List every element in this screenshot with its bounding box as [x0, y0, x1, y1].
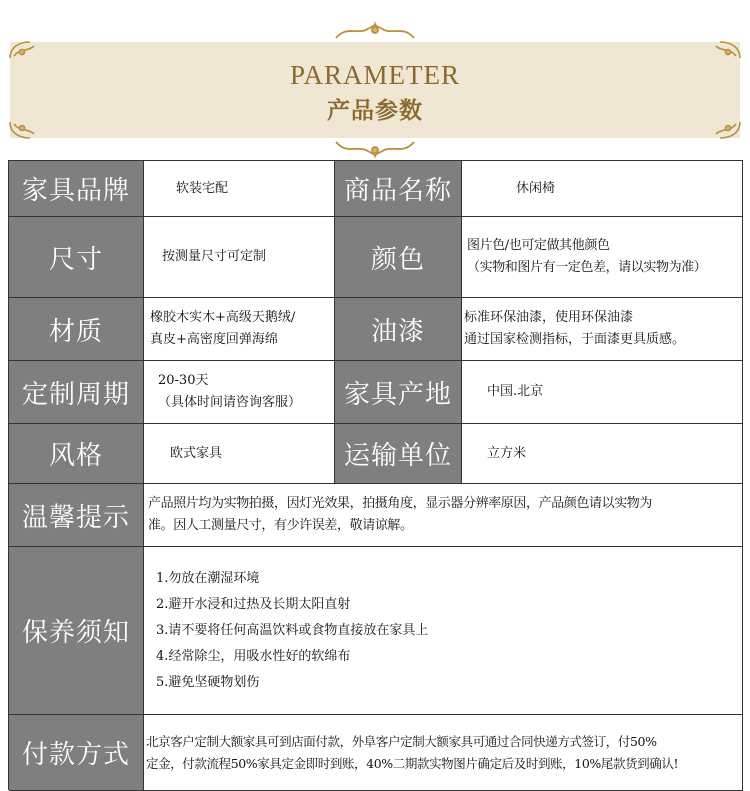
- material-value-line2: 真皮+高密度回弹海绵: [150, 332, 278, 347]
- notice-value: [144, 484, 743, 547]
- care-item: 2.避开水浸和过热及长期太阳直射: [156, 596, 351, 612]
- notice-line1: 产品照片均为实物拍摄，因灯光效果，拍摄角度，显示器分辨率原因，产品颜色请以实物为: [148, 496, 653, 511]
- origin-value-text: 中国.北京: [487, 384, 544, 399]
- style-value: [144, 424, 335, 484]
- paint-value-line1: 标准环保油漆，使用环保油漆: [464, 310, 634, 325]
- care-item: 5.避免坚硬物划伤: [156, 674, 260, 690]
- parameter-table: [8, 160, 743, 790]
- banner-title-zh: 产品参数: [327, 98, 423, 124]
- brand-value: [144, 161, 335, 217]
- brand-label: 家具品牌: [9, 161, 144, 217]
- paint-value: [462, 298, 743, 361]
- size-label: 尺寸: [9, 217, 144, 298]
- color-value-line1: 图片色/也可定做其他颜色: [467, 238, 610, 253]
- size-value: [144, 217, 335, 298]
- origin-value: [462, 361, 743, 424]
- shipping-unit-value: [462, 424, 743, 484]
- ornament-top-icon: [336, 24, 414, 38]
- color-label: 颜色: [335, 217, 462, 298]
- payment-label: 付款方式: [9, 715, 144, 791]
- shipping-unit-value-text: 立方米: [487, 445, 527, 461]
- parameter-banner: [0, 0, 750, 160]
- care-label: 保养须知: [9, 547, 144, 715]
- care-item: 3.请不要将任何高温饮料或食物直接放在家具上: [156, 622, 429, 638]
- payment-line2: 定金，付款流程50%家具定金即时到账，40%二期款实物图片确定后及时到账，10%尾款货到确认!: [146, 755, 679, 771]
- style-value-text: 欧式家具: [170, 445, 223, 461]
- material-label: 材质: [9, 298, 144, 361]
- product-name-value: [462, 161, 743, 217]
- brand-value-text: 软装宅配: [176, 180, 229, 196]
- payment-value: [144, 715, 743, 791]
- paint-label: 油漆: [335, 298, 462, 361]
- care-item: 1.勿放在潮湿环境: [156, 570, 260, 586]
- care-item: 4.经常除尘，用吸水性好的软绵布: [156, 648, 351, 664]
- size-value-text: 按测量尺寸可定制: [162, 249, 267, 264]
- style-label: 风格: [9, 424, 144, 484]
- custom-period-line1: 20-30天: [158, 373, 209, 388]
- banner-title-en: PARAMETER: [289, 60, 461, 90]
- shipping-unit-label: 运输单位: [335, 424, 462, 484]
- care-list: [144, 547, 743, 715]
- custom-period-line2: （具体时间请咨询客服）: [158, 395, 302, 410]
- custom-period-value: [144, 361, 335, 424]
- product-name-label: 商品名称: [335, 161, 462, 217]
- ornament-bottom-icon: [336, 142, 414, 156]
- color-value: [462, 217, 743, 298]
- paint-value-line2: 通过国家检测指标，于面漆更具质感。: [464, 332, 686, 347]
- notice-label: 温馨提示: [9, 484, 144, 547]
- material-value: [144, 298, 335, 361]
- material-value-line1: 橡胶木实木+高级天鹅绒/: [150, 310, 296, 325]
- product-name-value-text: 休闲椅: [516, 180, 556, 196]
- color-value-line2: （实物和图片有一定色差，请以实物为准）: [467, 260, 707, 275]
- custom-period-label: 定制周期: [9, 361, 144, 424]
- origin-label: 家具产地: [335, 361, 462, 424]
- notice-line2: 准。因人工测量尺寸，有少许误差，敬请谅解。: [148, 518, 413, 533]
- payment-line1: 北京客户定制大额家具可到店面付款，外阜客户定制大额家具可通过合同快递方式签订，付50%: [146, 733, 657, 749]
